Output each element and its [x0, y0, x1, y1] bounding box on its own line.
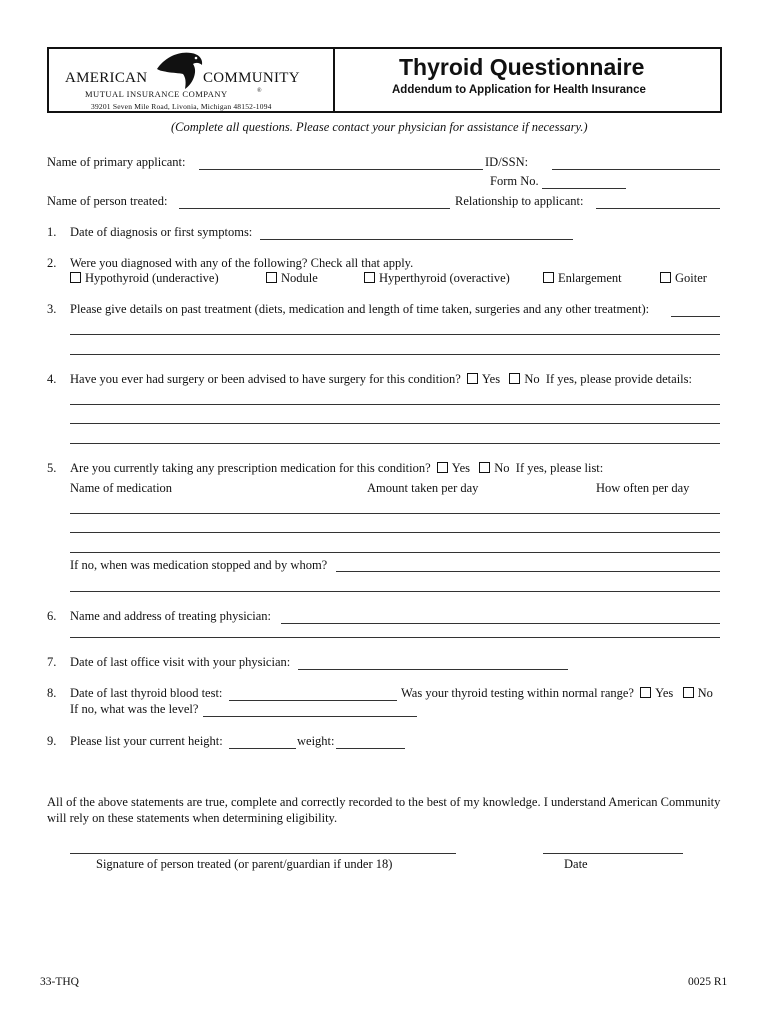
q6-field-line[interactable] — [70, 637, 720, 638]
q4-number: 4. — [47, 372, 57, 386]
signature-label: Signature of person treated (or parent/guardian if under 18) — [96, 857, 393, 871]
form-no-field[interactable] — [542, 188, 626, 189]
header-divider — [333, 49, 335, 111]
form-subtitle: Addendum to Application for Health Insurance — [392, 84, 646, 96]
q9-number: 9. — [47, 734, 57, 748]
id-ssn-label: ID/SSN: — [485, 155, 529, 169]
q6-number: 6. — [47, 609, 57, 623]
q6-text: Name and address of treating physician: — [70, 609, 271, 623]
form-title: Thyroid Questionnaire — [399, 54, 645, 80]
q5-field-line[interactable] — [70, 532, 720, 533]
q2-option-hyperthyroid[interactable]: Hyperthyroid (overactive) — [364, 271, 510, 286]
form-code: 33-THQ — [40, 976, 79, 988]
company-address: 39201 Seven Mile Road, Livonia, Michigan 48152-1094 — [91, 102, 272, 111]
q5-stopped-field[interactable] — [336, 571, 720, 572]
checkbox-icon[interactable] — [660, 272, 671, 283]
checkbox-icon[interactable] — [543, 272, 554, 283]
q4-field-line[interactable] — [70, 423, 720, 424]
q6-field[interactable] — [281, 623, 720, 624]
q5-col-frequency: How often per day — [596, 481, 690, 495]
q8-level-field[interactable] — [203, 716, 417, 717]
q4-field-line[interactable] — [70, 404, 720, 405]
q8-no-checkbox-icon[interactable] — [683, 687, 694, 698]
q5-yes-checkbox-icon[interactable] — [437, 462, 448, 473]
q2-text: Were you diagnosed with any of the following? Check all that apply. — [70, 256, 414, 270]
q9-weight-field[interactable] — [336, 748, 405, 749]
q5-col-medication: Name of medication — [70, 481, 173, 495]
q3-field-line[interactable] — [70, 334, 720, 335]
signature-field[interactable] — [70, 853, 456, 854]
q9-text: Please list your current height: — [70, 734, 223, 748]
q5-field-line[interactable] — [70, 513, 720, 514]
revision-code: 0025 R1 — [688, 976, 728, 988]
checkbox-icon[interactable] — [266, 272, 277, 283]
company-name-american: AMERICAN — [65, 70, 148, 86]
q5-stopped-label: If no, when was medication stopped and by whom? — [70, 558, 328, 572]
q4-no-checkbox-icon[interactable] — [509, 373, 520, 384]
q8-text: Date of last thyroid blood test: — [70, 686, 223, 700]
q3-text: Please give details on past treatment (diets, medication and length of time taken, surgeries and any other treatment): — [70, 302, 650, 316]
q7-text: Date of last office visit with your physician: — [70, 655, 291, 669]
relationship-label: Relationship to applicant: — [455, 194, 584, 208]
q9-height-field[interactable] — [229, 748, 296, 749]
q1-number: 1. — [47, 225, 57, 239]
q2-option-goiter[interactable]: Goiter — [660, 271, 707, 286]
q1-field[interactable] — [260, 239, 573, 240]
q2-number: 2. — [47, 256, 57, 270]
q7-field[interactable] — [298, 669, 568, 670]
checkbox-icon[interactable] — [364, 272, 375, 283]
q5-no-checkbox-icon[interactable] — [479, 462, 490, 473]
eagle-logo-icon — [155, 51, 205, 91]
form-header — [47, 47, 722, 113]
q5-stopped-field-line[interactable] — [70, 591, 720, 592]
q1-text: Date of diagnosis or first symptoms: — [70, 225, 253, 239]
company-name-community: COMMUNITY — [203, 70, 300, 86]
checkbox-icon[interactable] — [70, 272, 81, 283]
primary-applicant-label: Name of primary applicant: — [47, 155, 186, 169]
q8-number: 8. — [47, 686, 57, 700]
q3-field-line[interactable] — [70, 354, 720, 355]
statement-line-1: All of the above statements are true, complete and correctly recorded to the best of my knowledge. I understand American Community — [47, 795, 721, 809]
q2-option-hypothyroid[interactable]: Hypothyroid (underactive) — [70, 271, 219, 286]
q7-number: 7. — [47, 655, 57, 669]
q2-option-enlargement[interactable]: Enlargement — [543, 271, 622, 286]
company-subtitle: MUTUAL INSURANCE COMPANY — [85, 89, 228, 99]
q3-field[interactable] — [671, 316, 720, 317]
q5-col-amount: Amount taken per day — [367, 481, 479, 495]
q5-number: 5. — [47, 461, 57, 475]
q8-yes-checkbox-icon[interactable] — [640, 687, 651, 698]
primary-applicant-field[interactable] — [199, 169, 483, 170]
id-ssn-field[interactable] — [552, 169, 720, 170]
person-treated-label: Name of person treated: — [47, 194, 168, 208]
instructions: (Complete all questions. Please contact your physician for assistance if necessary.) — [171, 120, 588, 134]
q8-range-row: Was your thyroid testing within normal range? Yes No — [401, 686, 713, 700]
q9-weight-label: weight: — [297, 734, 335, 748]
q4-field-line[interactable] — [70, 443, 720, 444]
relationship-field[interactable] — [596, 208, 720, 209]
q4-row: Have you ever had surgery or been advised to have surgery for this condition? Yes No If yes, please provide details: — [70, 372, 692, 386]
date-label: Date — [564, 857, 588, 871]
q8-level-label: If no, what was the level? — [70, 702, 199, 716]
q5-row: Are you currently taking any prescription medication for this condition? Yes No If yes, please list: — [70, 461, 604, 475]
date-field[interactable] — [543, 853, 683, 854]
q3-number: 3. — [47, 302, 57, 316]
statement-line-2: will rely on these statements when determining eligibility. — [47, 811, 338, 825]
form-no-label: Form No. — [490, 174, 539, 188]
registered-mark: ® — [257, 88, 263, 94]
q8-date-field[interactable] — [229, 700, 397, 701]
person-treated-field[interactable] — [179, 208, 450, 209]
q2-option-nodule[interactable]: Nodule — [266, 271, 318, 286]
q5-field-line[interactable] — [70, 552, 720, 553]
q4-yes-checkbox-icon[interactable] — [467, 373, 478, 384]
